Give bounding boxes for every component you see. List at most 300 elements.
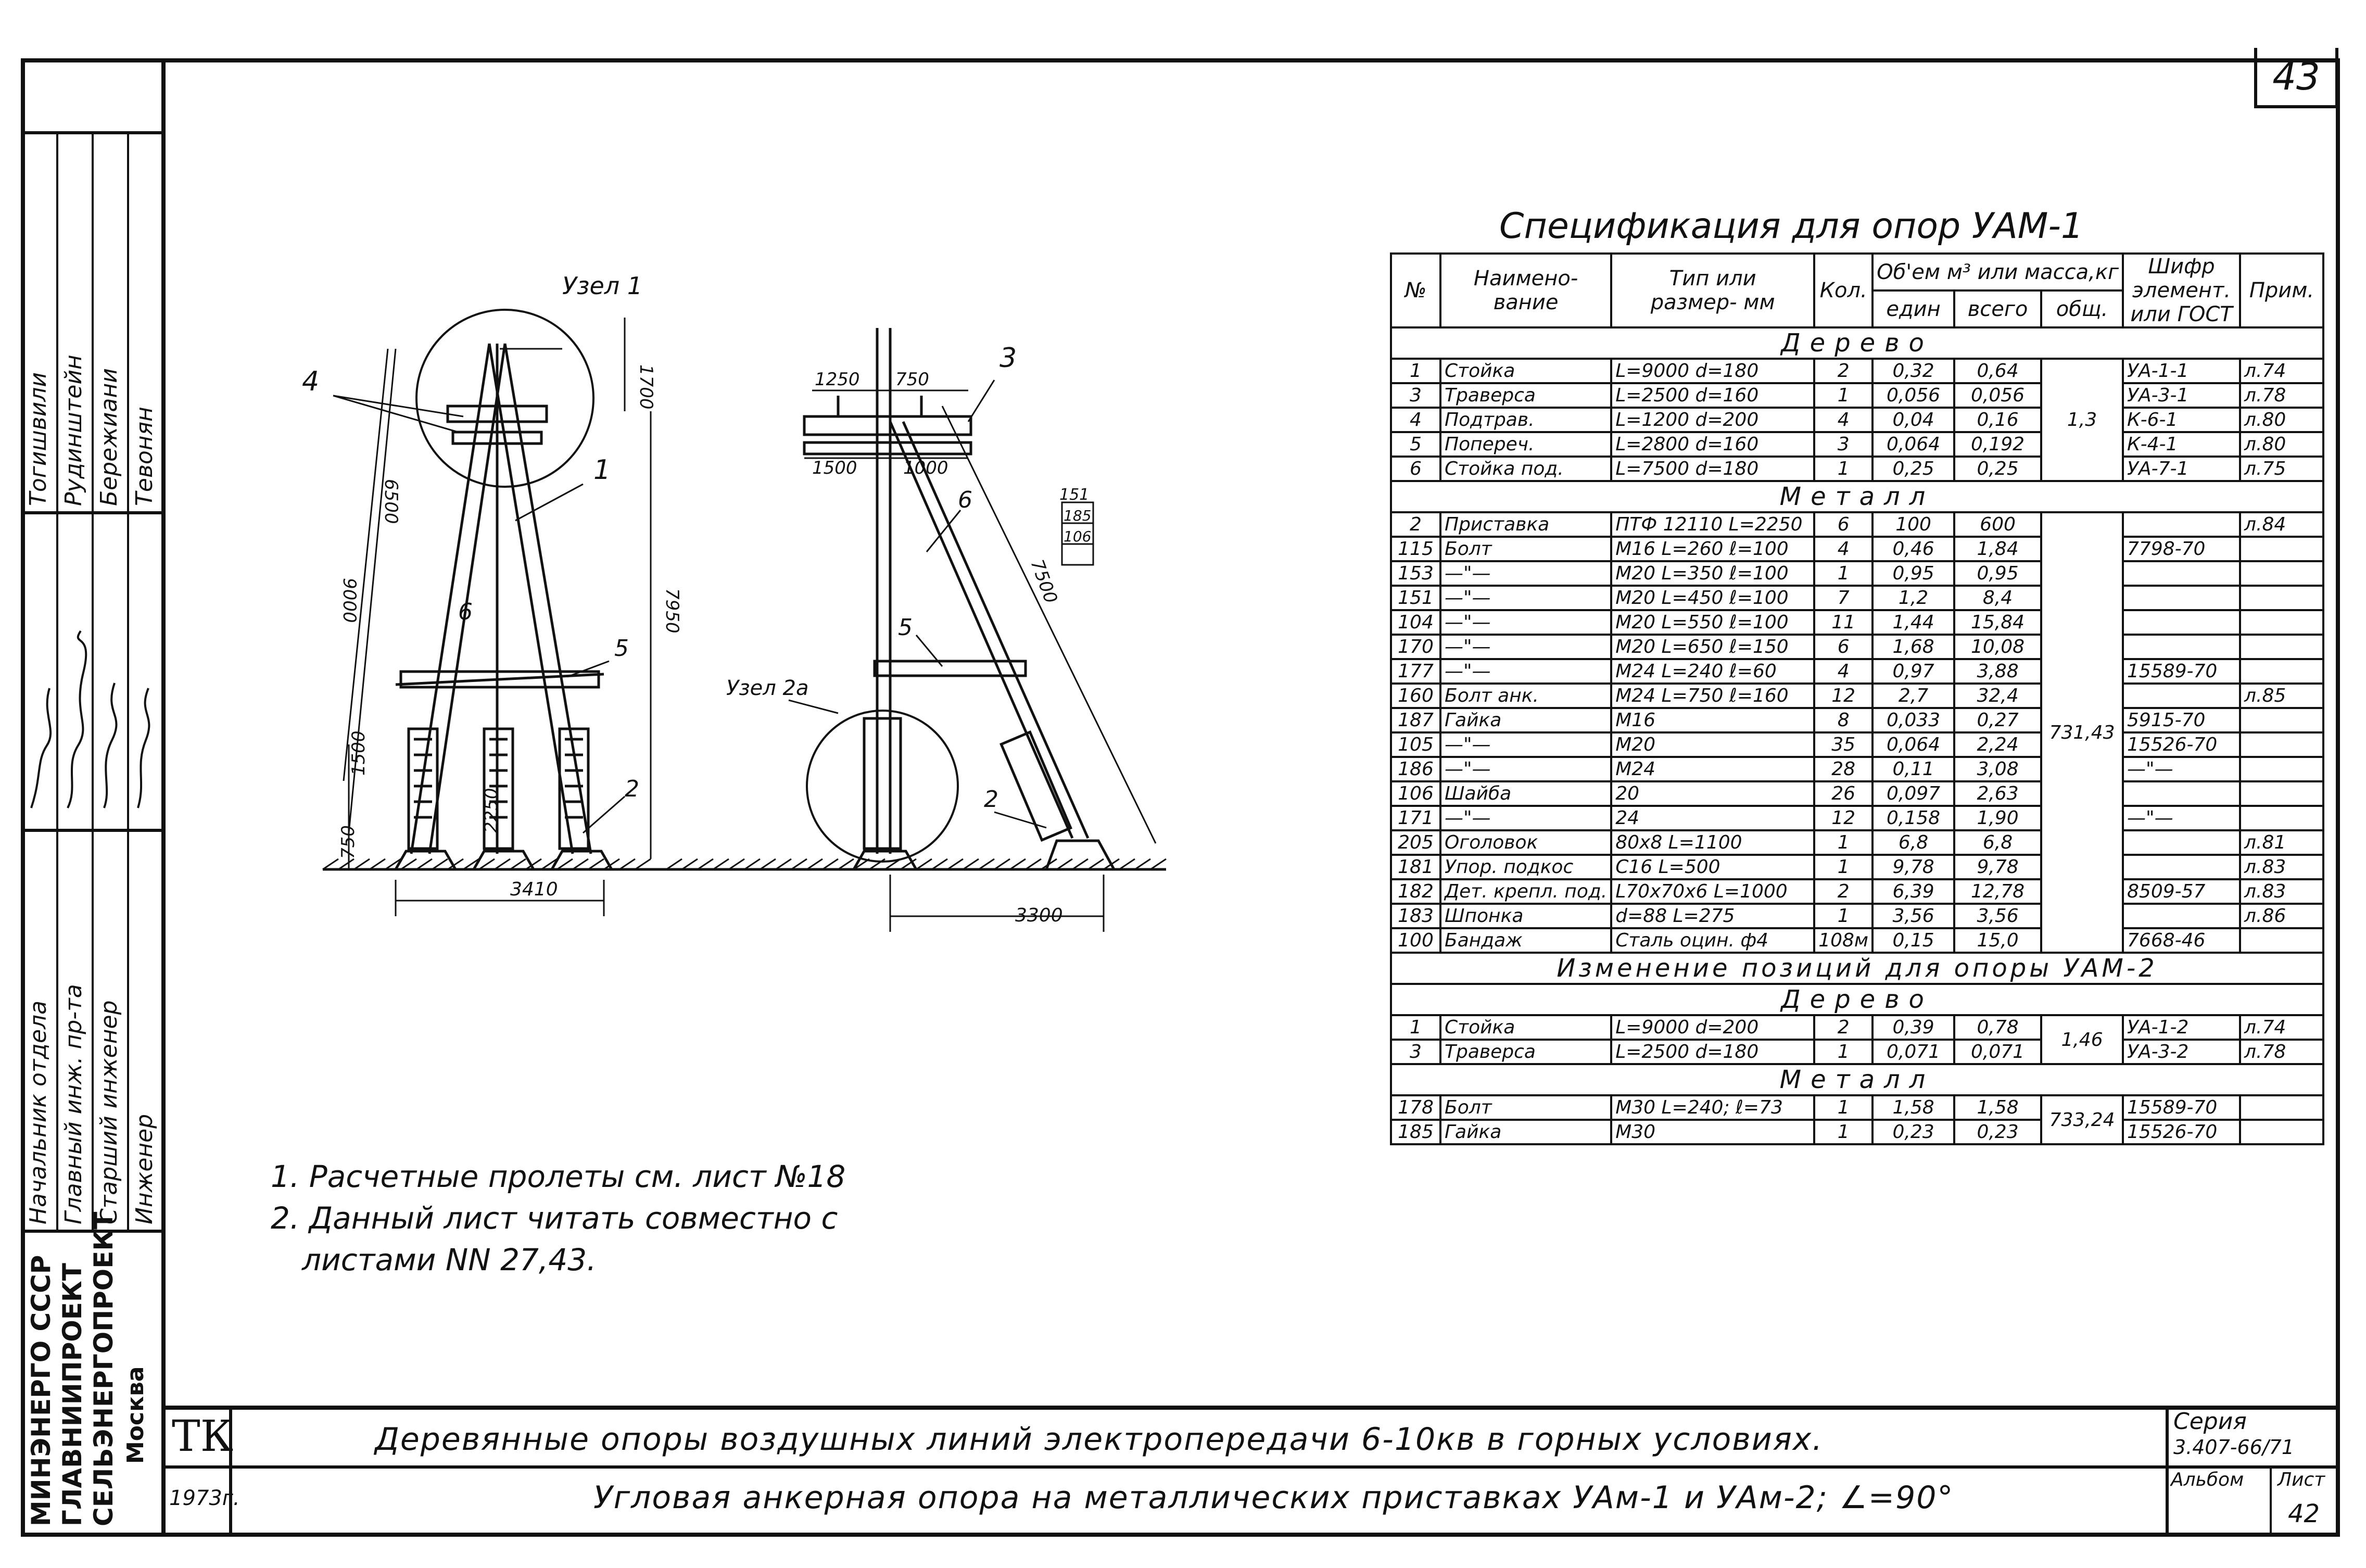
spec-cell: 6,8: [1954, 830, 2041, 855]
spec-cell: Оголовок: [1440, 830, 1611, 855]
spec-overall: 1,3: [2041, 359, 2123, 481]
spec-cell: 1,2: [1872, 586, 1954, 610]
tb-year: 1973г.: [169, 1486, 240, 1510]
spec-cell: 181: [1391, 855, 1440, 879]
spec-cell: L=2500 d=180: [1611, 1040, 1814, 1064]
spec-cell: 0,25: [1872, 457, 1954, 481]
spec-cell: Упор. подкос: [1440, 855, 1611, 879]
spec-cell: 1: [1814, 1095, 1872, 1120]
spec-cell: 20: [1611, 781, 1814, 806]
spec-cell: 0,95: [1954, 561, 2041, 586]
spec-cell: Стойка под.: [1440, 457, 1611, 481]
spec-overall: 731,43: [2041, 512, 2123, 953]
hdr-no: №: [1391, 254, 1440, 327]
dim-2250: 2250: [481, 788, 502, 833]
spec-cell: 3: [1391, 383, 1440, 408]
spec-row: [1391, 659, 2323, 684]
spec-cell: —"—: [1440, 610, 1611, 635]
spec-cell: 1: [1814, 457, 1872, 481]
spec-cell: 170: [1391, 635, 1440, 659]
spec-cell: 0,39: [1872, 1015, 1954, 1040]
tb-code: ТК: [172, 1412, 234, 1461]
spec-cell: 15526-70: [2123, 732, 2240, 757]
spec-cell: —"—: [1440, 586, 1611, 610]
sheet-number: 43: [2254, 48, 2338, 108]
dim-750: 750: [895, 369, 929, 390]
spec-cell: 7: [1814, 586, 1872, 610]
spec-row: [1391, 1015, 2323, 1040]
spec-cell: М16: [1611, 708, 1814, 732]
spec-cell: 6,8: [1872, 830, 1954, 855]
dim-7950: 7950: [662, 588, 682, 634]
spec-cell: [2240, 586, 2323, 610]
callout-5: 5: [614, 635, 629, 662]
spec-cell: М20 L=450 ℓ=100: [1611, 586, 1814, 610]
spec-cell: М20 L=550 ℓ=100: [1611, 610, 1814, 635]
spec-cell: 105: [1391, 732, 1440, 757]
spec-cell: 0,23: [1954, 1120, 2041, 1144]
spec-cell: 1: [1814, 830, 1872, 855]
spec-cell: —"—: [1440, 806, 1611, 830]
section-label: Металл: [1391, 1064, 2323, 1095]
spec-cell: d=88 L=275: [1611, 904, 1814, 928]
spec-cell: 15589-70: [2123, 659, 2240, 684]
spec-overall: 733,24: [2041, 1095, 2123, 1144]
spec-cell: 0,15: [1872, 928, 1954, 953]
callout-6b: 6: [958, 487, 972, 513]
spec-cell: [2240, 635, 2323, 659]
spec-row: [1391, 537, 2323, 561]
spec-cell: [2240, 732, 2323, 757]
spec-cell: 0,27: [1954, 708, 2041, 732]
spec-cell: 80х8 L=1100: [1611, 830, 1814, 855]
spec-cell: 0,95: [1872, 561, 1954, 586]
spec-cell: 7798-70: [2123, 537, 2240, 561]
spec-cell: л.80: [2240, 408, 2323, 432]
spec-cell: 108м: [1814, 928, 1872, 953]
spec-cell: [2123, 561, 2240, 586]
spec-cell: [2240, 1120, 2323, 1144]
spec-cell: М20 L=650 ℓ=150: [1611, 635, 1814, 659]
spec-header-row: [1391, 254, 2323, 290]
spec-cell: 9,78: [1872, 855, 1954, 879]
signatures: [21, 516, 161, 824]
spec-cell: 32,4: [1954, 684, 2041, 708]
note-3: листами NN 27,43.: [302, 1242, 597, 1278]
spec-cell: L=9000 d=180: [1611, 359, 1814, 383]
spec-cell: —"—: [1440, 732, 1611, 757]
spec-cell: 4: [1814, 408, 1872, 432]
spec-cell: 3,08: [1954, 757, 2041, 781]
spec-cell: [2123, 635, 2240, 659]
spec-cell: 0,097: [1872, 781, 1954, 806]
spec-cell: л.74: [2240, 1015, 2323, 1040]
organization-line: СЕЛЬЭНЕРГОПРОЕКТ: [88, 1211, 119, 1526]
spec-cell: 5915-70: [2123, 708, 2240, 732]
dim-3410: 3410: [510, 879, 558, 900]
spec-cell: 0,192: [1954, 432, 2041, 457]
spec-cell: 185: [1391, 1120, 1440, 1144]
spec-cell: л.83: [2240, 879, 2323, 904]
spec-cell: 4: [1391, 408, 1440, 432]
spec-row: [1391, 1040, 2323, 1064]
tb-line1: Деревянные опоры воздушных линий электропередачи 6-10кв в горных условиях.: [375, 1421, 1824, 1458]
spec-cell: л.78: [2240, 383, 2323, 408]
organization-line: МИНЭНЕРГО СССР: [26, 1255, 56, 1526]
spec-cell: 177: [1391, 659, 1440, 684]
spec-cell: [2123, 830, 2240, 855]
callout-3: 3: [999, 343, 1017, 374]
spec-cell: Бандаж: [1440, 928, 1611, 953]
spec-cell: 178: [1391, 1095, 1440, 1120]
hdr-unit: един: [1872, 290, 1954, 327]
spec-cell: Болт анк.: [1440, 684, 1611, 708]
dim-3300: 3300: [1015, 905, 1063, 926]
hdr-name: Наимено- вание: [1440, 254, 1611, 327]
spec-cell: Гайка: [1440, 1120, 1611, 1144]
spec-cell: л.85: [2240, 684, 2323, 708]
spec-cell: л.84: [2240, 512, 2323, 537]
spec-row: [1391, 781, 2323, 806]
spec-row: [1391, 610, 2323, 635]
spec-cell: 1: [1814, 855, 1872, 879]
spec-cell: 3: [1391, 1040, 1440, 1064]
spec-cell: К-6-1: [2123, 408, 2240, 432]
spec-cell: УА-1-2: [2123, 1015, 2240, 1040]
spec-cell: 0,11: [1872, 757, 1954, 781]
spec-cell: УА-1-1: [2123, 359, 2240, 383]
spec-cell: 1,90: [1954, 806, 2041, 830]
spec-cell: 187: [1391, 708, 1440, 732]
spec-cell: 0,071: [1954, 1040, 2041, 1064]
section-label: Дерево: [1391, 327, 2323, 359]
spec-row: [1391, 1095, 2323, 1120]
spec-row: [1391, 1120, 2323, 1144]
spec-row: [1391, 432, 2323, 457]
spec-cell: [2123, 904, 2240, 928]
spec-cell: —"—: [2123, 757, 2240, 781]
spec-row: [1391, 806, 2323, 830]
spec-cell: Болт: [1440, 1095, 1611, 1120]
spec-cell: Траверса: [1440, 1040, 1611, 1064]
spec-cell: 15589-70: [2123, 1095, 2240, 1120]
spec-cell: 12: [1814, 684, 1872, 708]
callout-6: 6: [458, 599, 473, 625]
spec-cell: 26: [1814, 781, 1872, 806]
dim-1500l: 1500: [348, 730, 369, 776]
spec-row: [1391, 383, 2323, 408]
spec-cell: 1: [1814, 1040, 1872, 1064]
dim-6500: 6500: [381, 479, 401, 524]
spec-row: [1391, 708, 2323, 732]
support-drawings: [292, 260, 1229, 963]
spec-table: [1390, 252, 2324, 1145]
spec-cell: [2240, 757, 2323, 781]
dim-9000: 9000: [339, 578, 360, 623]
spec-cell: 8: [1814, 708, 1872, 732]
spec-cell: 0,064: [1872, 732, 1954, 757]
spec-cell: 4: [1814, 537, 1872, 561]
spec-cell: [2123, 610, 2240, 635]
spec-cell: 15526-70: [2123, 1120, 2240, 1144]
mark-185: 185: [1064, 507, 1092, 524]
spec-cell: 0,064: [1872, 432, 1954, 457]
tb-series-label: Серия: [2173, 1408, 2247, 1435]
dim-1000: 1000: [903, 458, 948, 478]
position-title: Начальник отдела: [25, 1000, 52, 1224]
spec-row: [1391, 830, 2323, 855]
spec-cell: УА-3-2: [2123, 1040, 2240, 1064]
spec-cell: L=7500 d=180: [1611, 457, 1814, 481]
section-label: Дерево: [1391, 984, 2323, 1015]
spec-cell: 7668-46: [2123, 928, 2240, 953]
spec-cell: Сталь оцин. ф4: [1611, 928, 1814, 953]
hdr-qty: Кол.: [1814, 254, 1872, 327]
note-2: 2. Данный лист читать совместно с: [271, 1200, 838, 1236]
signer-name: Рудинштейн: [60, 355, 87, 506]
organization-city: Москва: [122, 1366, 149, 1464]
spec-cell: 0,78: [1954, 1015, 2041, 1040]
spec-cell: 2: [1391, 512, 1440, 537]
spec-cell: 24: [1611, 806, 1814, 830]
spec-cell: 1,68: [1872, 635, 1954, 659]
spec-cell: 6: [1814, 512, 1872, 537]
spec-row: [1391, 561, 2323, 586]
spec-cell: [2123, 684, 2240, 708]
signer-name: Тевонян: [131, 407, 158, 506]
spec-cell: 15,84: [1954, 610, 2041, 635]
spec-cell: [2240, 610, 2323, 635]
spec-cell: С16 L=500: [1611, 855, 1814, 879]
spec-cell: 3,56: [1954, 904, 2041, 928]
spec-cell: Попереч.: [1440, 432, 1611, 457]
spec-cell: [2123, 855, 2240, 879]
spec-cell: 205: [1391, 830, 1440, 855]
spec-cell: 1: [1391, 1015, 1440, 1040]
spec-cell: Гайка: [1440, 708, 1611, 732]
tb-album-label: Альбом: [2171, 1469, 2244, 1490]
spec-cell: 3,88: [1954, 659, 2041, 684]
spec-cell: [2240, 708, 2323, 732]
spec-cell: 12: [1814, 806, 1872, 830]
spec-cell: [2240, 928, 2323, 953]
spec-cell: 151: [1391, 586, 1440, 610]
hdr-overall: общ.: [2041, 290, 2123, 327]
spec-cell: 1,44: [1872, 610, 1954, 635]
spec-cell: Стойка: [1440, 359, 1611, 383]
spec-cell: 0,16: [1954, 408, 2041, 432]
node1-label: Узел 1: [562, 272, 643, 300]
spec-cell: К-4-1: [2123, 432, 2240, 457]
section-row: [1391, 984, 2323, 1015]
spec-cell: —"—: [1440, 561, 1611, 586]
spec-cell: М20 L=350 ℓ=100: [1611, 561, 1814, 586]
callout-2b: 2: [984, 786, 998, 813]
spec-cell: 28: [1814, 757, 1872, 781]
spec-cell: —"—: [1440, 757, 1611, 781]
spec-cell: 2: [1814, 359, 1872, 383]
spec-row: [1391, 757, 2323, 781]
spec-cell: 6,39: [1872, 879, 1954, 904]
spec-cell: —"—: [1440, 635, 1611, 659]
spec-cell: М24 L=240 ℓ=60: [1611, 659, 1814, 684]
tb-sheet-label: Лист: [2278, 1469, 2325, 1490]
spec-cell: 8509-57: [2123, 879, 2240, 904]
spec-cell: 2,7: [1872, 684, 1954, 708]
mark-106: 106: [1064, 528, 1092, 545]
spec-cell: [2123, 512, 2240, 537]
spec-cell: Шпонка: [1440, 904, 1611, 928]
spec-row: [1391, 928, 2323, 953]
spec-cell: М24 L=750 ℓ=160: [1611, 684, 1814, 708]
spec-cell: 1: [1814, 383, 1872, 408]
spec-cell: 182: [1391, 879, 1440, 904]
spec-cell: 0,056: [1954, 383, 2041, 408]
spec-cell: [2240, 537, 2323, 561]
spec-cell: л.80: [2240, 432, 2323, 457]
spec-cell: [2123, 586, 2240, 610]
spec-cell: 171: [1391, 806, 1440, 830]
spec-cell: [2240, 806, 2323, 830]
spec-cell: 3: [1814, 432, 1872, 457]
spec-cell: 104: [1391, 610, 1440, 635]
spec-row: [1391, 586, 2323, 610]
spec-cell: 3,56: [1872, 904, 1954, 928]
spec-cell: 0,04: [1872, 408, 1954, 432]
spec-cell: л.75: [2240, 457, 2323, 481]
spec-cell: 1: [1814, 561, 1872, 586]
dim-1500: 1500: [812, 458, 857, 478]
callout-2: 2: [625, 776, 639, 802]
note-1: 1. Расчетные пролеты см. лист №18: [271, 1159, 846, 1194]
hdr-type: Тип или размер- мм: [1611, 254, 1814, 327]
spec-cell: 106: [1391, 781, 1440, 806]
spec-cell: [2240, 781, 2323, 806]
signer-name: Бережиани: [96, 368, 122, 506]
spec-cell: 2,24: [1954, 732, 2041, 757]
spec-cell: L=2500 d=160: [1611, 383, 1814, 408]
spec-cell: Стойка: [1440, 1015, 1611, 1040]
spec-cell: М24: [1611, 757, 1814, 781]
position-title: Главный инж. пр-та: [60, 984, 87, 1224]
spec-cell: Приставка: [1440, 512, 1611, 537]
spec-cell: М16 L=260 ℓ=100: [1611, 537, 1814, 561]
spec-cell: 11: [1814, 610, 1872, 635]
spec-overall: 1,46: [2041, 1015, 2123, 1064]
organization-line: ГЛАВНИИПРОЕКТ: [57, 1263, 87, 1526]
dim-1250: 1250: [815, 369, 860, 390]
spec-cell: Дет. крепл. под.: [1440, 879, 1611, 904]
section-row: [1391, 481, 2323, 512]
spec-cell: —"—: [1440, 659, 1611, 684]
spec-cell: 0,056: [1872, 383, 1954, 408]
dim-7500: 7500: [1026, 557, 1061, 606]
spec-cell: 100: [1391, 928, 1440, 953]
spec-cell: УА-3-1: [2123, 383, 2240, 408]
spec-row: [1391, 512, 2323, 537]
section-row: [1391, 327, 2323, 359]
spec-cell: 153: [1391, 561, 1440, 586]
spec-cell: 0,033: [1872, 708, 1954, 732]
spec-cell: Траверса: [1440, 383, 1611, 408]
hdr-total: всего: [1954, 290, 2041, 327]
spec-cell: М30 L=240; ℓ=73: [1611, 1095, 1814, 1120]
callout-4: 4: [302, 366, 320, 397]
spec-cell: 115: [1391, 537, 1440, 561]
tb-line2: Угловая анкерная опора на металлических приставках УАм-1 и УАм-2; ∠=90°: [593, 1480, 1954, 1516]
spec-cell: 160: [1391, 684, 1440, 708]
left-stamp: [21, 58, 166, 1537]
spec-cell: 8,4: [1954, 586, 2041, 610]
spec-row: [1391, 732, 2323, 757]
spec-cell: [2240, 1095, 2323, 1120]
spec-cell: 0,23: [1872, 1120, 1954, 1144]
spec-cell: 15,0: [1954, 928, 2041, 953]
callout-1: 1: [593, 454, 611, 486]
spec-cell: —"—: [2123, 806, 2240, 830]
dim-750l: 750: [338, 825, 359, 859]
spec-cell: 1,58: [1954, 1095, 2041, 1120]
spec-cell: 2,63: [1954, 781, 2041, 806]
spec-cell: 1: [1814, 904, 1872, 928]
spec-cell: 4: [1814, 659, 1872, 684]
spec-row: [1391, 855, 2323, 879]
signer-name: Тогишвили: [25, 372, 52, 506]
spec-cell: 0,46: [1872, 537, 1954, 561]
hdr-note: Прим.: [2240, 254, 2323, 327]
spec-row: [1391, 408, 2323, 432]
spec-cell: 12,78: [1954, 879, 2041, 904]
notes: [271, 1156, 845, 1281]
spec-cell: л.86: [2240, 904, 2323, 928]
spec-row: [1391, 684, 2323, 708]
spec-cell: 100: [1872, 512, 1954, 537]
spec-cell: [2240, 561, 2323, 586]
spec-cell: 186: [1391, 757, 1440, 781]
spec-title: Спецификация для опор УАМ-1: [1499, 206, 2084, 247]
spec-cell: L=2800 d=160: [1611, 432, 1814, 457]
spec-cell: 0,158: [1872, 806, 1954, 830]
spec-row: [1391, 879, 2323, 904]
spec-cell: 35: [1814, 732, 1872, 757]
dim-1700: 1700: [636, 364, 656, 410]
section-row: [1391, 1064, 2323, 1095]
spec-cell: 1: [1391, 359, 1440, 383]
spec-cell: л.78: [2240, 1040, 2323, 1064]
spec-cell: 6: [1391, 457, 1440, 481]
spec-cell: М20: [1611, 732, 1814, 757]
change-title: Изменение позиций для опоры УАМ-2: [1391, 953, 2323, 984]
section-label: Металл: [1391, 481, 2323, 512]
spec-cell: 2: [1814, 1015, 1872, 1040]
spec-cell: 600: [1954, 512, 2041, 537]
spec-row: [1391, 635, 2323, 659]
spec-cell: 0,25: [1954, 457, 2041, 481]
spec-cell: [2123, 781, 2240, 806]
spec-cell: 0,64: [1954, 359, 2041, 383]
spec-cell: 0,32: [1872, 359, 1954, 383]
spec-cell: 0,071: [1872, 1040, 1954, 1064]
spec-cell: L=1200 d=200: [1611, 408, 1814, 432]
spec-row: [1391, 457, 2323, 481]
spec-cell: Болт: [1440, 537, 1611, 561]
spec-cell: 1: [1814, 1120, 1872, 1144]
spec-cell: УА-7-1: [2123, 457, 2240, 481]
hdr-volume: Об'ем м³ или масса,кг: [1872, 254, 2123, 290]
spec-cell: 1,58: [1872, 1095, 1954, 1120]
spec-cell: л.83: [2240, 855, 2323, 879]
spec-cell: L=9000 d=200: [1611, 1015, 1814, 1040]
